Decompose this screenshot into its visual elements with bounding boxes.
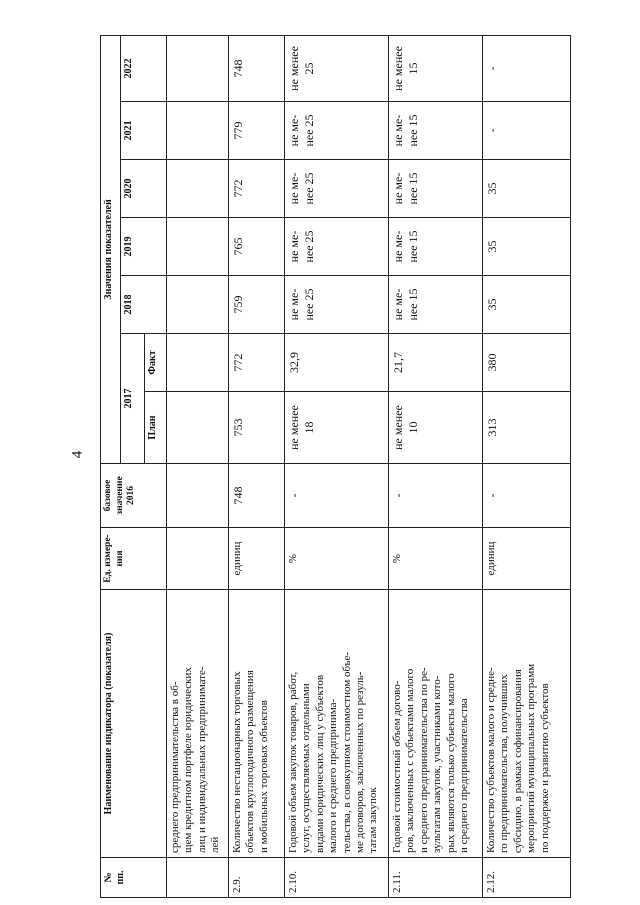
row-2020: не ме- нее 25	[285, 160, 389, 218]
row-unit: единиц	[483, 528, 571, 590]
row-plan: не менее 18	[285, 392, 389, 464]
row-2019: не ме- нее 15	[389, 218, 483, 276]
row-2020: 772	[229, 160, 285, 218]
row-name: Годовой объем закупок товаров, работ, услуг, осуществляемых отдельными видами юридических лиц у субъектов малого и среднего предпринима- тельства, в совокупном стоимостном объе- ме договоров, заключенных по резуль- татам закупок	[285, 590, 389, 858]
header-year-2021: 2021	[121, 102, 167, 160]
row-plan	[167, 392, 229, 464]
header-base: базовое значение 2016	[101, 464, 167, 528]
row-2022	[167, 35, 229, 101]
row-2018: 35	[483, 276, 571, 334]
row-unit: единиц	[229, 528, 285, 590]
row-2022: не менее 15	[389, 35, 483, 101]
table-row	[167, 35, 229, 897]
row-no	[167, 858, 229, 898]
row-no: 2.9.	[229, 858, 285, 898]
row-name: Годовой стоимостный объем догово- ров, заключенных с субъектами малого и среднего предпринимательства по ре- зультатам закупок, участниками кото- рых являются только субъекты малого и среднего предпринимательства	[389, 590, 483, 858]
row-plan: 753	[229, 392, 285, 464]
header-year-2018: 2018	[121, 276, 167, 334]
row-2019	[167, 218, 229, 276]
row-fact: 32,9	[285, 334, 389, 392]
row-2021: не ме- нее 15	[389, 102, 483, 160]
header-fact: Факт	[145, 334, 167, 392]
header-values: Значения показателей	[101, 35, 121, 463]
indicators-table	[100, 35, 571, 898]
row-2021: -	[483, 102, 571, 160]
header-plan: План	[145, 392, 167, 464]
row-2018: не ме- нее 25	[285, 276, 389, 334]
row-2019: не ме- нее 25	[285, 218, 389, 276]
header-year-2020: 2020	[121, 160, 167, 218]
row-2022: 748	[229, 35, 285, 101]
row-plan: 313	[483, 392, 571, 464]
row-2018: 759	[229, 276, 285, 334]
row-2021: не ме- нее 25	[285, 102, 389, 160]
row-no: 2.11.	[389, 858, 483, 898]
row-2018	[167, 276, 229, 334]
row-2019: 35	[483, 218, 571, 276]
table-row	[483, 35, 571, 897]
row-2018: не ме- нее 15	[389, 276, 483, 334]
header-unit: Ед. измере- ния	[101, 528, 167, 590]
row-name: Количество субъектов малого и средне- го предпринимательства, получивших субсидию, в рамках софинансирования мероприятий муниципальных программ по поддержке и развитию субъектов	[483, 590, 571, 858]
row-unit: %	[285, 528, 389, 590]
row-2021	[167, 102, 229, 160]
row-2022: -	[483, 35, 571, 101]
row-2019: 765	[229, 218, 285, 276]
row-2020: 35	[483, 160, 571, 218]
row-2021: 779	[229, 102, 285, 160]
page-number: 4	[69, 450, 86, 459]
rotated-sheet	[100, 46, 640, 898]
row-no: 2.12.	[483, 858, 571, 898]
header-name: Наименование индикатора (показателя)	[101, 590, 167, 858]
row-2022: не менее 25	[285, 35, 389, 101]
header-no: № пп.	[101, 858, 167, 898]
table-row	[285, 35, 389, 897]
table-row	[229, 35, 285, 897]
row-base: -	[483, 464, 571, 528]
row-fact: 380	[483, 334, 571, 392]
row-base: -	[285, 464, 389, 528]
row-fact	[167, 334, 229, 392]
row-plan: не менее 10	[389, 392, 483, 464]
row-base: -	[389, 464, 483, 528]
header-2017: 2017	[121, 334, 145, 464]
row-no: 2.10.	[285, 858, 389, 898]
row-base	[167, 464, 229, 528]
row-fact: 772	[229, 334, 285, 392]
header-year-2022: 2022	[121, 35, 167, 101]
row-name: среднего предпринимательства в об- щем кредитном портфеле юридических лиц и индивидуальных предпринимате- лей	[167, 590, 229, 858]
row-base: 748	[229, 464, 285, 528]
row-2020: не ме- нее 15	[389, 160, 483, 218]
row-unit	[167, 528, 229, 590]
row-fact: 21,7	[389, 334, 483, 392]
header-year-2019: 2019	[121, 218, 167, 276]
row-name: Количество нестационарных торговых объектов круглогодичного размещения и мобильных торговых объектов	[229, 590, 285, 858]
row-2020	[167, 160, 229, 218]
table-row	[389, 35, 483, 897]
row-unit: %	[389, 528, 483, 590]
